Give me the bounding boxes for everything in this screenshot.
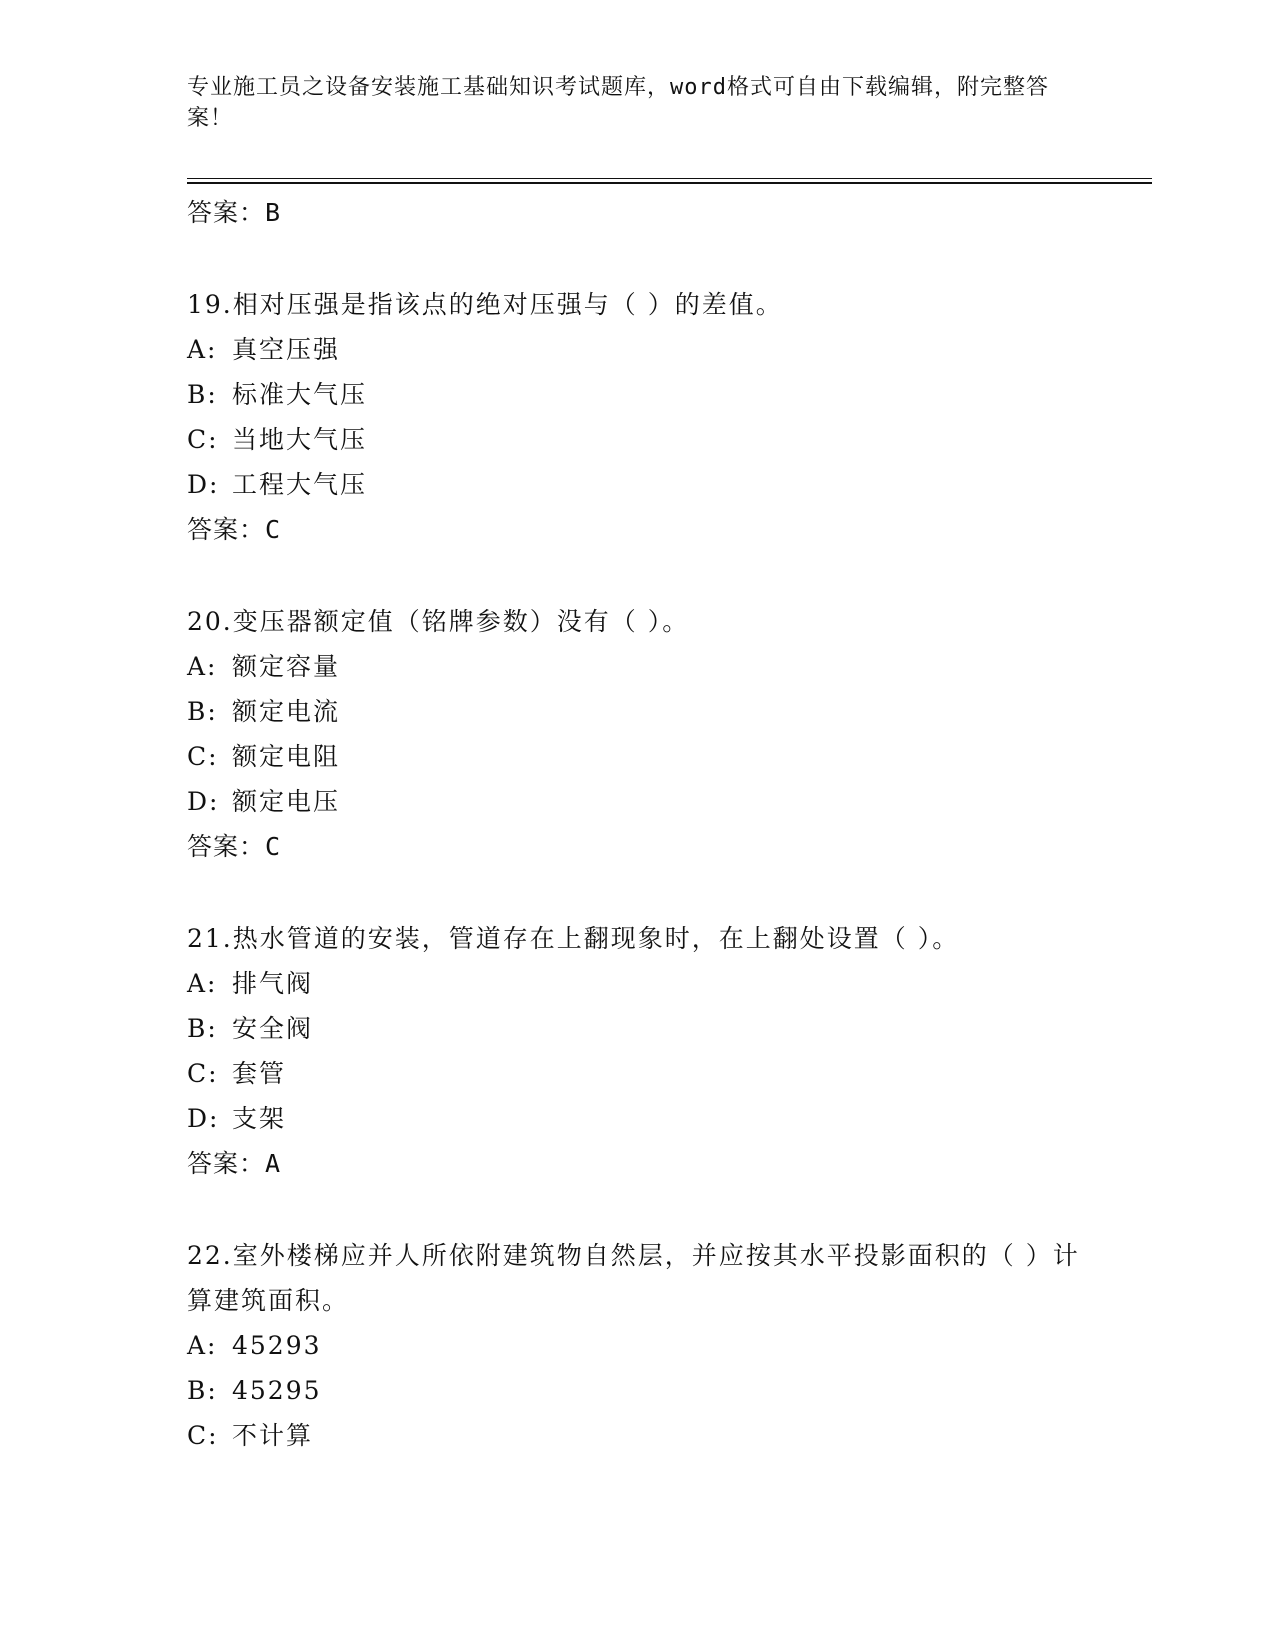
option-letter: C: — [187, 1421, 219, 1450]
question-stem: 20.变压器额定值（铭牌参数）没有（ ）。 — [187, 607, 690, 636]
option-text: 额定电压 — [232, 787, 341, 816]
option-text: 标准大气压 — [232, 380, 368, 409]
answer-line: 答案：A — [187, 1149, 282, 1178]
option-letter: C: — [187, 742, 219, 771]
option-letter: D: — [187, 1104, 220, 1133]
answer-line: 答案：C — [187, 832, 282, 861]
option-b — [187, 372, 1087, 417]
question-block — [187, 916, 1087, 1186]
question-list — [187, 190, 1087, 1458]
document-header: 专业施工员之设备安装施工基础知识考试题库，word格式可自由下载编辑，附完整答案！ — [187, 75, 1049, 131]
option-letter: C: — [187, 1059, 219, 1088]
option-letter: D: — [187, 470, 220, 499]
option-text: 排气阀 — [232, 969, 314, 998]
question-stem: 19.相对压强是指该点的绝对压强与（ ）的差值。 — [187, 290, 783, 319]
option-letter: A: — [187, 969, 218, 998]
option-c — [187, 1051, 1087, 1096]
option-text: 额定电阻 — [232, 742, 341, 771]
option-letter: D: — [187, 787, 220, 816]
header-rule-thin — [187, 178, 1152, 179]
option-text: 不计算 — [232, 1421, 314, 1450]
question-block — [187, 1233, 1087, 1458]
question-stem: 21.热水管道的安装，管道存在上翻现象时，在上翻处设置（ ）。 — [187, 924, 960, 953]
option-letter: C: — [187, 425, 219, 454]
option-letter: A: — [187, 652, 218, 681]
option-b — [187, 1006, 1087, 1051]
option-letter: B: — [187, 1014, 218, 1043]
question-stem: 22.室外楼梯应并人所依附建筑物自然层，并应按其水平投影面积的（ ）计算建筑面积。 — [187, 1241, 1080, 1315]
option-text: 45295 — [232, 1376, 322, 1405]
option-letter: A: — [187, 335, 218, 364]
option-c — [187, 1413, 1087, 1458]
option-text: 额定容量 — [232, 652, 341, 681]
option-d — [187, 779, 1087, 824]
option-c — [187, 734, 1087, 779]
option-a — [187, 327, 1087, 372]
option-a — [187, 644, 1087, 689]
option-text: 真空压强 — [232, 335, 341, 364]
option-text: 当地大气压 — [232, 425, 368, 454]
option-text: 工程大气压 — [232, 470, 368, 499]
option-a — [187, 961, 1087, 1006]
option-d — [187, 462, 1087, 507]
option-b — [187, 1368, 1087, 1413]
question-block — [187, 599, 1087, 869]
option-text: 45293 — [232, 1331, 322, 1360]
answer-line: 答案：C — [187, 515, 282, 544]
option-letter: A: — [187, 1331, 218, 1360]
option-letter: B: — [187, 380, 218, 409]
option-c — [187, 417, 1087, 462]
question-block — [187, 282, 1087, 552]
option-a — [187, 1323, 1087, 1368]
answer-line: 答案：B — [187, 198, 282, 227]
header-rule-thick — [187, 182, 1152, 184]
option-letter: B: — [187, 1376, 218, 1405]
option-text: 额定电流 — [232, 697, 341, 726]
option-text: 安全阀 — [232, 1014, 314, 1043]
option-b — [187, 689, 1087, 734]
option-text: 套管 — [232, 1059, 287, 1088]
option-text: 支架 — [232, 1104, 287, 1133]
option-d — [187, 1096, 1087, 1141]
option-letter: B: — [187, 697, 218, 726]
